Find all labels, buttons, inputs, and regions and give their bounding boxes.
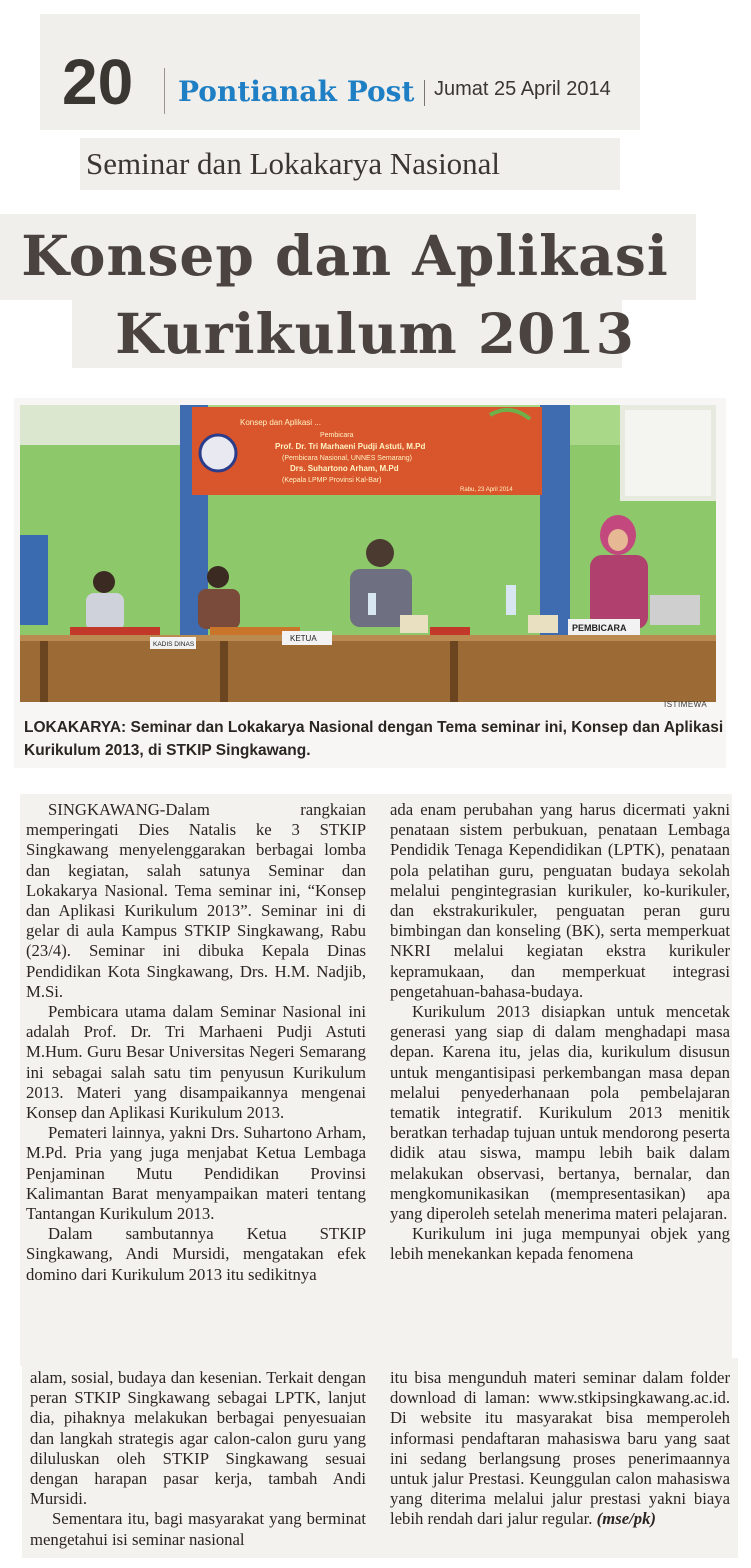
paragraph-4: Dalam sambutannya Ketua STKIP Singkawang, Andi Mursidi, mengatakan efek domino dari Kurikulum 2013 itu sedikitnya (26, 1224, 366, 1284)
photo-credit: ISTIMEWA (664, 700, 708, 709)
masthead-divider (164, 68, 165, 114)
author-sign: (mse/pk) (596, 1509, 656, 1529)
nameplate-pembicara: PEMBICARA (572, 623, 627, 633)
paragraph-8: alam, sosial, budaya dan kesenian. Terkait dengan peran STKIP Singkawang sebagai LPTK, lanjut dia, pihaknya melakukan berbagai penyesuaian dan langkah strategis agar calon-calon guru yang diluluskan oleh STKIP Singkawang sesuai dengan harapan pasar kerja, tambah Andi Mursidi. (30, 1368, 366, 1509)
paragraph-3: Pemateri lainnya, yakni Drs. Suhartono Arham, M.Pd. Pria yang juga menjabat Ketua Lembaga Penjaminan Mutu Pendidikan Provinsi Kalimantan Barat menyampaikan materi tentang Tantangan Kurikulum 2013. (26, 1123, 366, 1224)
event-photo (20, 405, 716, 702)
article-column-bottom-left (30, 1368, 366, 1550)
paragraph-6: Kurikulum 2013 disiapkan untuk mencetak generasi yang siap di dalam menghadapi masa depan. Karena itu, jelas dia, kurikulum disusun untuk mengantisipasi perkembangan masa depan melalui penyederhanaan pola pembelajaran tematik integratif. Kurikulum 2013 menitik beratkan terhadap tujuan untuk mendorong peserta didik atau siswa, mampu lebih baik dalam melakukan observasi, bertanya, bernalar, dan mengkomunikasikan (mempresentasikan) apa yang diperoleh setelah menerima materi pelajaran. (390, 1002, 730, 1224)
page-number: 20 (62, 46, 134, 118)
headline-line-2: Kurikulum 2013 (115, 301, 635, 366)
paragraph-10: itu bisa mengunduh materi seminar dalam folder download di laman: www.stkipsingkawang.ac.id. Di website itu masyarakat bisa memperoleh informasi pendaftaran mahasiswa baru yang saat ini sedang berlangsung proses penerimaannya untuk jalur Prestasi. Keunggulan calon mahasiswa yang diterima melalui jalur prestasi yakni biaya lebih rendah dari jalur regular. (mse/pk) (390, 1368, 730, 1529)
banner-line-7: Rabu, 23 April 2014 (460, 487, 513, 493)
photo-caption (24, 716, 724, 762)
dateline: SINGKAWANG (48, 800, 160, 819)
banner-line-2: Pembicara (320, 432, 354, 439)
article-column-right (390, 800, 730, 1265)
banner-line-5: Drs. Suhartono Arham, M.Pd (290, 464, 399, 473)
paragraph-7: Kurikulum ini juga mempunyai objek yang lebih menekankan kepada fenomena (390, 1224, 730, 1264)
headline-line-1: Konsep dan Aplikasi (21, 223, 669, 288)
date-divider (424, 80, 425, 106)
banner-line-6: (Kepala LPMP Provinsi Kal-Bar) (282, 477, 382, 484)
banner-line-1: Konsep dan Aplikasi ... (240, 418, 321, 427)
nameplate-ketua: KETUA (290, 634, 317, 643)
caption-lead: LOKAKARYA: (24, 719, 127, 736)
publication-date: Jumat 25 April 2014 (434, 78, 611, 100)
paragraph-5: ada enam perubahan yang harus dicermati yakni penataan sistem perbukuan, penataan Lembaga Pendidik Tenaga Kependidikan (LPTK), penataan pola pelatihan guru, penguatan budaya sekolah melalui pengintegrasian kurikuler, ko-kurikuler, dan ekstrakurikuler, penguatan peran guru bimbingan dan konseling (BK), serta memperkuat NKRI melalui kegiatan ekstra kurikuler kepramukaan, dan memperkuat integrasi pengetahuan-bahasa-budaya. (390, 800, 730, 1001)
paragraph-9: Sementara itu, bagi masyarakat yang berminat mengetahui isi seminar nasional (30, 1509, 366, 1549)
caption-text: Seminar dan Lokakarya Nasional dengan Tema seminar ini, Konsep dan Aplikasi Kurikulum 2013, di STKIP Singkawang. (24, 719, 724, 759)
paragraph-2: Pembicara utama dalam Seminar Nasional ini adalah Prof. Dr. Tri Marhaeni Pudji Astuti M.Hum. Guru Besar Universitas Negeri Semarang ini sebagai salah satu tim penyusun Kurikulum 2013. Materi yang disampaikannya mengenai Konsep dan Aplikasi Kurikulum 2013. (26, 1002, 366, 1123)
banner-line-4: (Pembicara Nasional, UNNES Semarang) (282, 455, 412, 462)
newspaper-name: Pontianak Post (178, 75, 415, 108)
banner-line-3: Prof. Dr. Tri Marhaeni Pudji Astuti, M.Pd (275, 442, 426, 451)
nameplate-kadis: KADIS DINAS (153, 641, 195, 648)
article-column-bottom-right (390, 1368, 730, 1530)
article-column-left (26, 800, 366, 1285)
paragraph-1: SINGKAWANG-Dalam rangkaian memperingati Dies Natalis ke 3 STKIP Singkawang menyelenggarakan berbagai lomba dan kegiatan, salah satunya Seminar dan Lokakarya Nasional. Tema seminar ini, “Konsep dan Aplikasi Kurikulum 2013”. Seminar ini di gelar di aula Kampus STKIP Singkawang, Rabu (23/4). Seminar ini dibuka Kepala Dinas Pendidikan Kota Singkawang, Drs. H.M. Nadjib, M.Si. (26, 800, 366, 1001)
kicker: Seminar dan Lokakarya Nasional (86, 146, 501, 181)
